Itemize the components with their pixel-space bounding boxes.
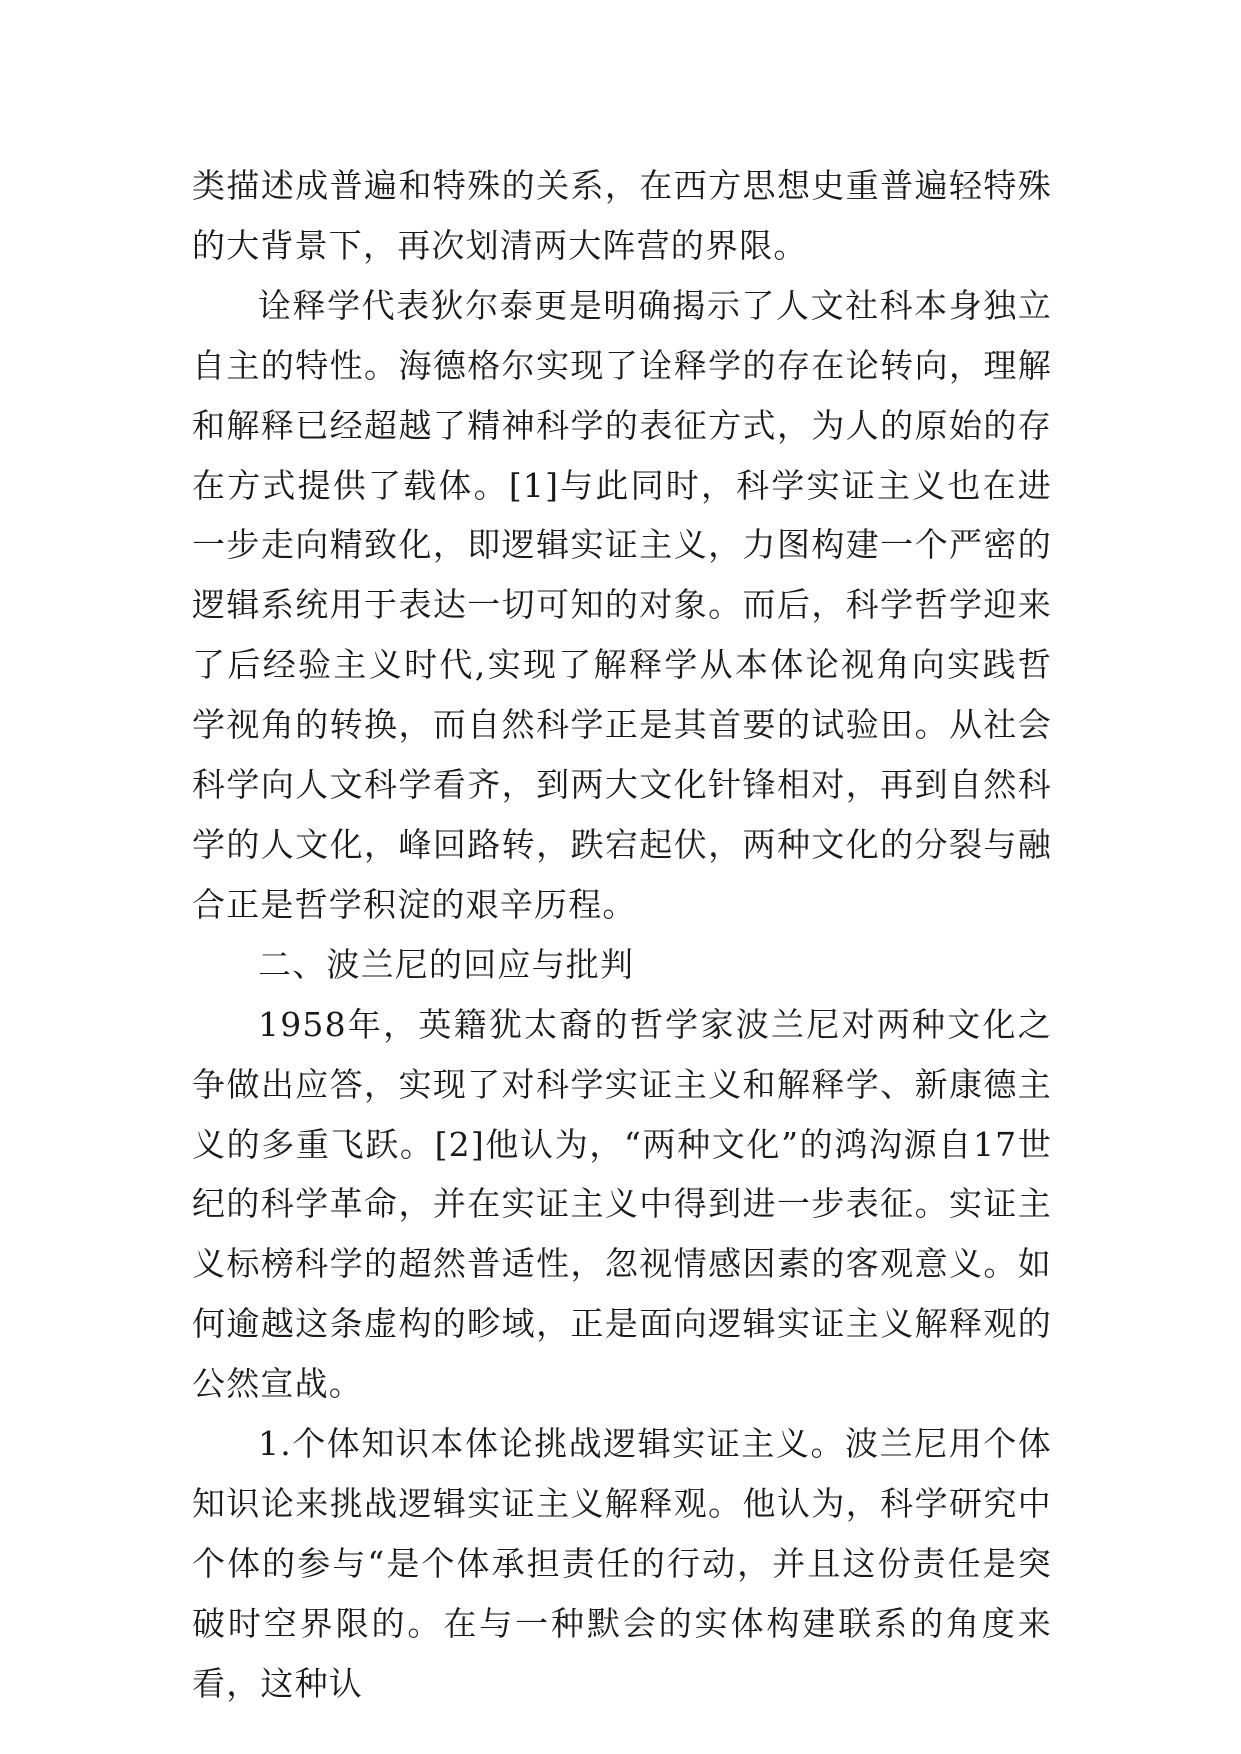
- body-text: [192, 156, 1052, 1714]
- paragraph-personal-knowledge: 1.个体知识本体论挑战逻辑实证主义。波兰尼用个体知识论来挑战逻辑实证主义解释观。他认为，科学研究中个体的参与“是个体承担责任的行动，并且这份责任是突破时空界限的。在与一种默会的实体构建联系的角度来看，这种认: [192, 1424, 1052, 1703]
- paragraph-continuation: 类描述成普遍和特殊的关系，在西方思想史重普遍轻特殊的大背景下，再次划清两大阵营的界限。: [192, 166, 1052, 265]
- section-heading: 二、波兰尼的回应与批判: [258, 944, 635, 984]
- paragraph-polanyi-response: 1958年，英籍犹太裔的哲学家波兰尼对两种文化之争做出应答，实现了对科学实证主义和解释学、新康德主义的多重飞跃。[2]他认为，“两种文化”的鸿沟源自17世纪的科学革命，并在实证主义中得到进一步表征。实证主义标榜科学的超然普适性，忽视情感因素的客观意义。如何逾越这条虚构的畛域，正是面向逻辑实证主义解释观的公然宣战。: [192, 1004, 1052, 1404]
- paragraph-hermeneutics: 诠释学代表狄尔泰更是明确揭示了人文社科本身独立自主的特性。海德格尔实现了诠释学的存在论转向，理解和解释已经超越了精神科学的表征方式，为人的原始的存在方式提供了载体。[1]与此同时，科学实证主义也在进一步走向精致化，即逻辑实证主义，力图构建一个严密的逻辑系统用于表达一切可知的对象。而后，科学哲学迎来了后经验主义时代,实现了解释学从本体论视角向实践哲学视角的转换，而自然科学正是其首要的试验田。从社会科学向人文科学看齐，到两大文化针锋相对，再到自然科学的人文化，峰回路转，跌宕起伏，两种文化的分裂与融合正是哲学积淀的艰辛历程。: [192, 285, 1052, 924]
